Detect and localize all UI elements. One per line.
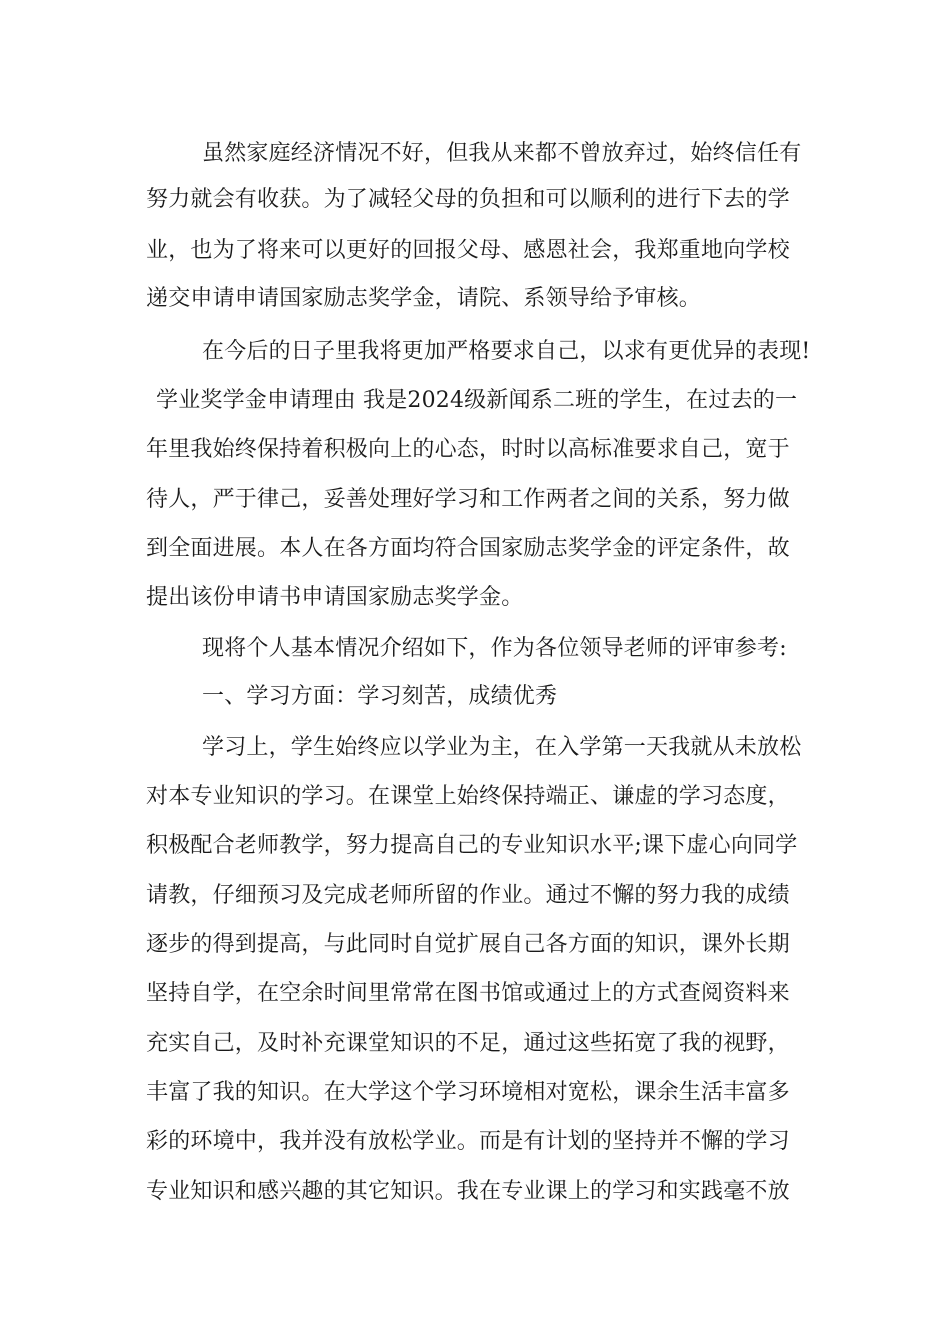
text-line: 专业知识和感兴趣的其它知识。我在专业课上的学习和实践毫不放 [146,1179,790,1204]
text-line: 现将个人基本情况介绍如下，作为各位领导老师的评审参考: [202,636,787,661]
text-line: 丰富了我的知识。在大学这个学习环境相对宽松，课余生活丰富多 [146,1080,790,1105]
text-line: 充实自己，及时补充课堂知识的不足，通过这些拓宽了我的视野， [146,1031,790,1056]
text-line: 年里我始终保持着积极向上的心态，时时以高标准要求自己，宽于 [146,437,790,462]
text-line: 提出该份申请书申请国家励志奖学金。 [146,585,524,610]
text-line: 待人，严于律己，妥善处理好学习和工作两者之间的关系，努力做 [146,487,790,512]
text-line: 积极配合老师教学，努力提高自己的专业知识水平;课下虚心向同学 [146,833,798,858]
text-line: 逐步的得到提高，与此同时自觉扩展自己各方面的知识，课外长期 [146,932,790,957]
text-line: 业，也为了将来可以更好的回报父母、感恩社会，我郑重地向学校 [146,238,790,263]
text-line: 对本专业知识的学习。在课堂上始终保持端正、谦虚的学习态度， [146,784,790,809]
text-line: 努力就会有收获。为了减轻父母的负担和可以顺利的进行下去的学 [146,187,790,212]
text-line: 递交申请申请国家励志奖学金，请院、系领导给予审核。 [146,286,702,311]
text-line: 学业奖学金申请理由 我是2024级新闻系二班的学生，在过去的一 [156,388,798,413]
text-line: 虽然家庭经济情况不好，但我从来都不曾放弃过，始终信任有 [202,141,802,166]
text-line: 请教，仔细预习及完成老师所留的作业。通过不懈的努力我的成绩 [146,883,790,908]
text-line: 坚持自学，在空余时间里常常在图书馆或通过上的方式查阅资料来 [146,981,790,1006]
text-line: 到全面进展。本人在各方面均符合国家励志奖学金的评定条件，故 [146,536,790,561]
text-line: 在今后的日子里我将更加严格要求自己，以求有更优异的表现! [202,339,811,364]
section-heading: 一、学习方面：学习刻苦，成绩优秀 [202,684,558,709]
text-line: 学习上，学生始终应以学业为主，在入学第一天我就从未放松 [202,735,802,760]
text-line: 彩的环境中，我并没有放松学业。而是有计划的坚持并不懈的学习 [146,1129,790,1154]
